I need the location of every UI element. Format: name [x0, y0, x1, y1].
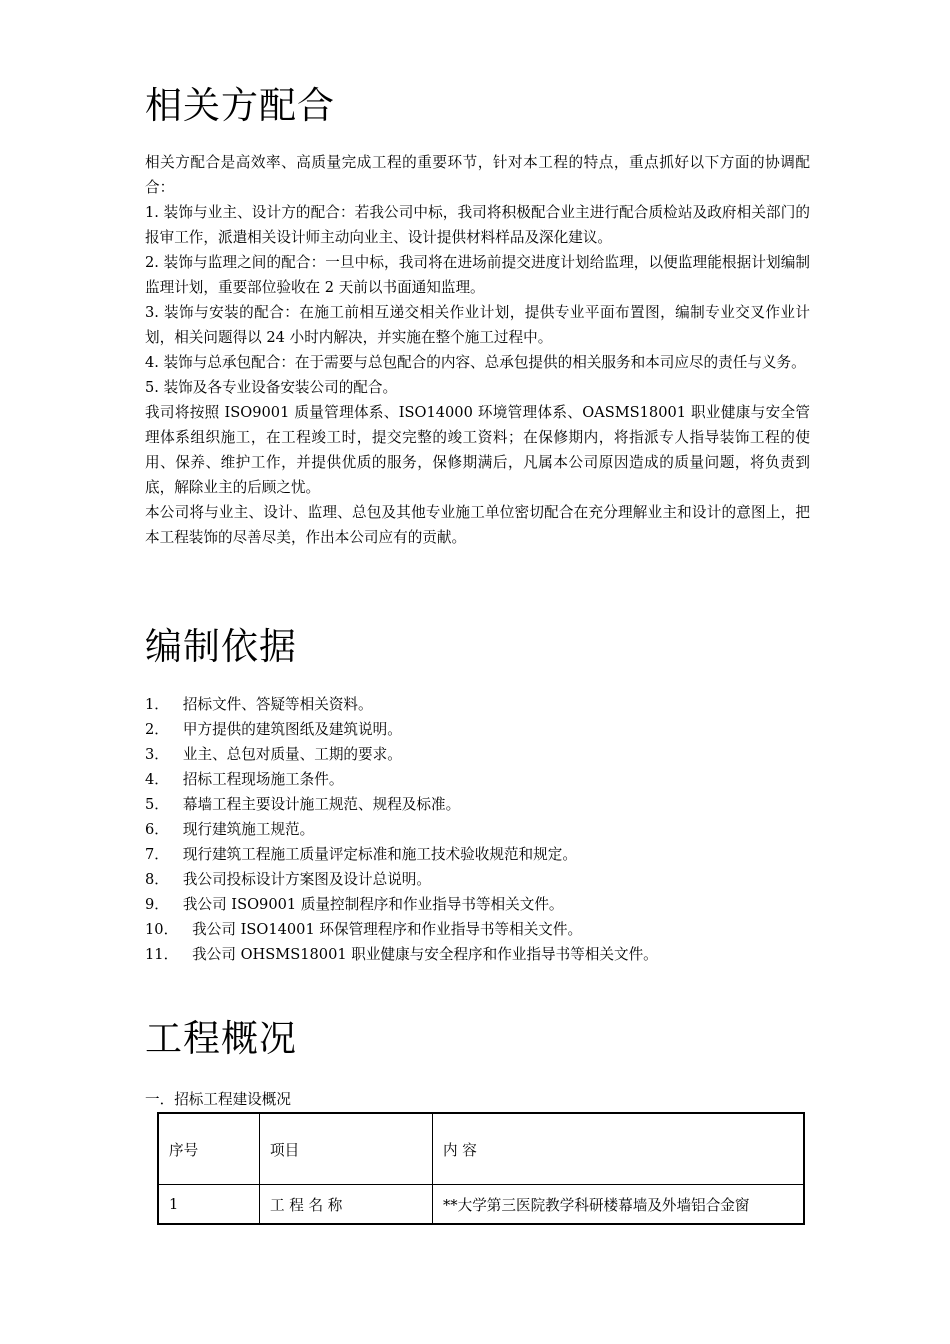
list-text: 招标文件、答疑等相关资料。 — [182, 696, 373, 713]
list-text: 我公司投标设计方案图及设计总说明。 — [182, 871, 431, 888]
list-number: 3． — [145, 746, 169, 763]
list-number: 11． — [145, 946, 179, 963]
list-item — [145, 942, 810, 967]
subsection-heading: 一．招标工程建设概况 — [145, 1091, 291, 1108]
list-number: 6． — [145, 821, 169, 838]
list-number: 4． — [145, 771, 169, 788]
list-text: 现行建筑施工规范。 — [182, 821, 315, 838]
table-cell: 1 — [158, 1185, 260, 1225]
basis-list — [145, 692, 810, 967]
list-item — [145, 792, 810, 817]
list-number: 2． — [145, 721, 169, 738]
list-text: 我公司 ISO14001 环保管理程序和作业指导书等相关文件。 — [192, 921, 583, 938]
table-cell: **大学第三医院教学科研楼幕墙及外墙铝合金窗 — [433, 1185, 805, 1225]
list-number: 9． — [145, 896, 169, 913]
paragraph: 本公司将与业主、设计、监理、总包及其他专业施工单位密切配合在充分理解业主和设计的意图上，把本工程装饰的尽善尽美，作出本公司应有的贡献。 — [145, 504, 810, 546]
list-text: 我公司 OHSMS18001 职业健康与安全程序和作业指导书等相关文件。 — [192, 946, 658, 963]
list-number: 10． — [145, 921, 179, 938]
section-title-overview: 工程概况 — [145, 1017, 297, 1060]
table-cell: 工 程 名 称 — [260, 1185, 433, 1225]
table-header-cell: 内 容 — [433, 1113, 805, 1185]
list-item — [145, 842, 810, 867]
paragraph: 2. 装饰与监理之间的配合：一旦中标，我司将在进场前提交进度计划给监理，以便监理能根据计划编制监理计划，重要部位验收在 2 天前以书面通知监理。 — [145, 254, 810, 296]
overview-table — [157, 1112, 805, 1225]
section-title-related: 相关方配合 — [145, 84, 335, 127]
paragraph: 4. 装饰与总承包配合：在于需要与总包配合的内容、总承包提供的相关服务和本司应尽的责任与义务。 — [145, 354, 806, 371]
list-item — [145, 817, 810, 842]
list-text: 我公司 ISO9001 质量控制程序和作业指导书等相关文件。 — [182, 896, 564, 913]
table-row — [158, 1185, 804, 1225]
list-item — [145, 917, 810, 942]
paragraph: 5. 装饰及各专业设备安装公司的配合。 — [145, 379, 398, 396]
section-title-basis: 编制依据 — [145, 625, 297, 668]
list-item — [145, 742, 810, 767]
paragraph: 3. 装饰与安装的配合：在施工前相互递交相关作业计划，提供专业平面布置图，编制专业交叉作业计划，相关问题得以 24 小时内解决，并实施在整个施工过程中。 — [145, 304, 810, 346]
list-item — [145, 867, 810, 892]
related-body — [145, 150, 810, 550]
paragraph: 我司将按照 ISO9001 质量管理体系、ISO14000 环境管理体系、OASMS18001 职业健康与安全管理体系组织施工，在工程竣工时，提交完整的竣工资料；在保修期内，将指派专人指导装饰工程的使用、保养、维护工作，并提供优质的服务，保修期满后，凡属本公司原因造成的质量问题，将负责到底，解除业主的后顾之忧。 — [145, 404, 810, 496]
list-number: 8． — [145, 871, 169, 888]
list-text: 甲方提供的建筑图纸及建筑说明。 — [182, 721, 402, 738]
list-number: 7． — [145, 846, 169, 863]
list-item — [145, 892, 810, 917]
list-item — [145, 767, 810, 792]
list-number: 1． — [145, 696, 169, 713]
list-text: 现行建筑工程施工质量评定标准和施工技术验收规范和规定。 — [182, 846, 577, 863]
paragraph: 相关方配合是高效率、高质量完成工程的重要环节，针对本工程的特点，重点抓好以下方面的协调配合： — [145, 154, 810, 196]
table-header-cell: 项目 — [260, 1113, 433, 1185]
paragraph: 1. 装饰与业主、设计方的配合：若我公司中标，我司将积极配合业主进行配合质检站及政府相关部门的报审工作，派遣相关设计师主动向业主、设计提供材料样品及深化建议。 — [145, 204, 810, 246]
list-text: 业主、总包对质量、工期的要求。 — [182, 746, 402, 763]
list-text: 招标工程现场施工条件。 — [182, 771, 344, 788]
list-item — [145, 692, 810, 717]
list-number: 5． — [145, 796, 169, 813]
list-item — [145, 717, 810, 742]
list-text: 幕墙工程主要设计施工规范、规程及标准。 — [182, 796, 461, 813]
table-header-cell: 序号 — [158, 1113, 260, 1185]
table-header-row — [158, 1113, 804, 1185]
